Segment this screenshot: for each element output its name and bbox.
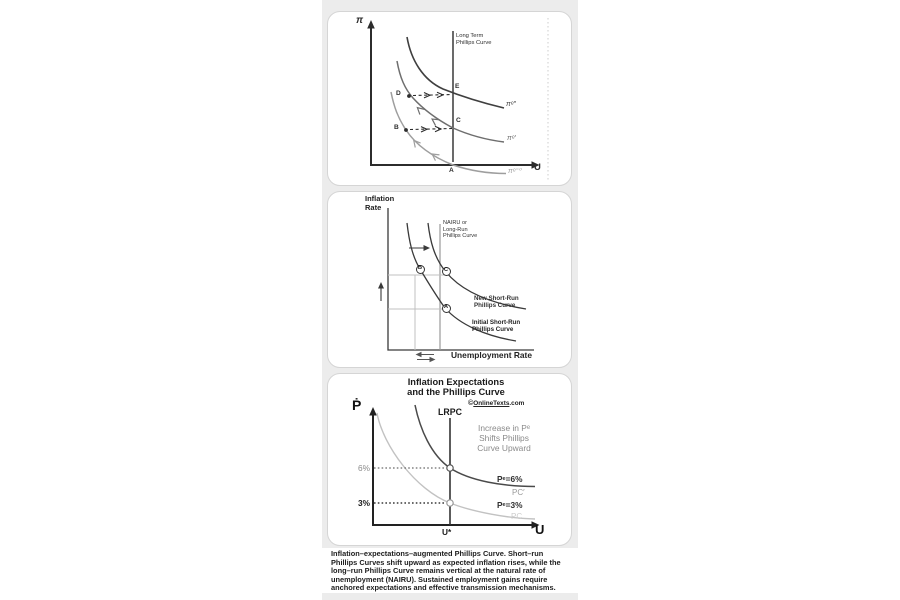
point-label-c: C xyxy=(456,117,461,124)
increase-note-line2: Shifts Phillips xyxy=(479,433,529,443)
circled-point-a: A xyxy=(442,304,451,313)
long-term-line-label xyxy=(456,33,506,47)
nairu-label-1: NAIRU or xyxy=(443,220,467,226)
panel3-title-line1: Inflation Expectations xyxy=(407,377,505,387)
pc-label: PC xyxy=(511,512,523,521)
initial-short-run-label-1: Initial Short-Run xyxy=(472,319,521,326)
panel1-diagram xyxy=(328,12,573,187)
curve-label-pi-e2: πᵉ″ xyxy=(506,101,516,108)
initial-short-run-label xyxy=(472,319,520,333)
panel2-gridlines xyxy=(388,275,447,350)
initial-short-run-label-2: Phillips Curve xyxy=(472,326,514,334)
u-star-label: U* xyxy=(442,527,452,537)
curve-label-pi-e1: πᵉ′ xyxy=(507,135,516,142)
unemployment-rate-axis-label: Unemployment Rate xyxy=(451,350,532,360)
panel3-title xyxy=(368,377,544,397)
inflation-rate-axis-label xyxy=(365,194,394,212)
new-short-run-label-2: Phillips Curve xyxy=(474,302,516,310)
copyright-line xyxy=(468,398,524,407)
pi-axis-label: π xyxy=(356,15,364,26)
p-axis-arrow-icon xyxy=(369,407,377,416)
circled-point-c: C xyxy=(442,267,451,276)
new-short-run-label xyxy=(474,295,519,309)
circled-point-b: B xyxy=(416,265,425,274)
panel-long-term-phillips-card xyxy=(327,11,572,186)
inflation-rate-axis-label-1: Inflation xyxy=(365,194,395,203)
panel2-diagram xyxy=(328,192,573,369)
point-label-a: A xyxy=(449,167,454,174)
long-term-line-label-1: Long Term xyxy=(456,33,484,39)
curve-pi-e-prime xyxy=(397,61,504,142)
copyright-name: OnlineTexts xyxy=(473,400,510,407)
equilibrium-point-3pct xyxy=(447,500,453,506)
nairu-label xyxy=(443,220,477,240)
point-b-dot xyxy=(404,128,408,132)
panel-inflation-expectations-card xyxy=(327,373,572,546)
u-axis-label: U xyxy=(534,162,541,173)
point-label-b: B xyxy=(394,124,399,131)
point-label-d: D xyxy=(396,90,401,97)
inflation-rate-axis-label-2: Rate xyxy=(365,203,382,212)
nairu-label-2: Long-Run xyxy=(443,226,468,233)
pc-prime-label: PC′ xyxy=(512,488,525,497)
increase-note xyxy=(458,423,550,453)
unemployment-shuffle-arrows-icon xyxy=(416,352,436,362)
figure-caption: Inflation–expectations–augmented Phillips Curve. Short–run Phillips Curves shift upward as expected inflation rises, while the long–run Phillips Curve remains vertical at the natural rate of unemployment (NAIRU). Sustained employment gains require anchored expectations and effective transmission mechanisms. xyxy=(331,549,561,593)
inflation-up-arrow-icon xyxy=(378,282,384,301)
long-term-line-label-2: Phillips Curve xyxy=(456,40,492,46)
pe3-label: Pᵉ=3% xyxy=(497,500,523,510)
nairu-label-3: Phillips Curve xyxy=(443,233,478,240)
pe6-label: Pᵉ=6% xyxy=(497,474,523,484)
p-dot-axis-label: Ṗ xyxy=(352,397,362,413)
dashed-arrow-b-to-c xyxy=(404,126,452,132)
panel-nairu-card xyxy=(327,191,572,368)
curve-pi-e-double-prime xyxy=(407,37,504,108)
dashed-arrow-d-to-e xyxy=(407,92,452,98)
new-short-run-label-1: New Short-Run xyxy=(474,295,519,302)
curve-label-pi-e0: πᵉ⁼⁰ xyxy=(508,168,522,175)
lrpc-label: LRPC xyxy=(438,407,462,417)
curve-direction-chevrons xyxy=(411,105,439,161)
y-axis-arrow-icon xyxy=(367,20,375,29)
tick-label-6pct: 6% xyxy=(358,463,370,473)
u-axis-label-panel3: U xyxy=(535,522,545,537)
increase-note-line1: Increase in Pᵉ xyxy=(478,423,530,433)
copyright-icon: © xyxy=(468,398,474,407)
point-label-e: E xyxy=(455,83,460,90)
copyright-tld: .com xyxy=(509,400,525,407)
caption-strip xyxy=(322,548,578,593)
equilibrium-point-6pct xyxy=(447,465,453,471)
tick-label-3pct: 3% xyxy=(358,498,370,508)
increase-note-line3: Curve Upward xyxy=(477,443,531,453)
panel3-title-line2: and the Phillips Curve xyxy=(407,387,505,397)
point-d-dot xyxy=(407,94,411,98)
